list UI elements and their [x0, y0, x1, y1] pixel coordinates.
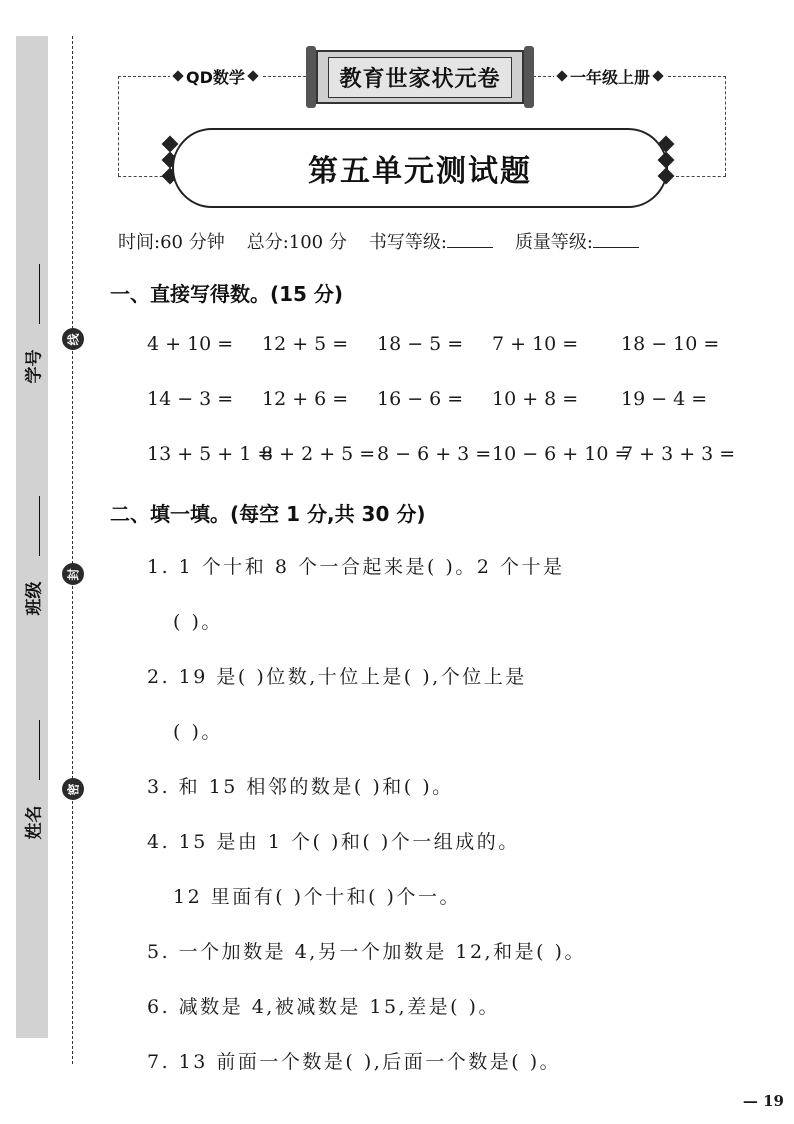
question-6: 6. 减数是 4,被减数是 15,差是( )。 — [147, 996, 500, 1018]
question-1-cont: ( )。 — [173, 611, 223, 633]
question-4: 4. 15 是由 1 个( )和( )个一组成的。 — [147, 831, 520, 853]
student-id-field: 学号 — [16, 264, 48, 404]
writing-grade-blank[interactable] — [447, 230, 493, 248]
calc-item: 14 − 3 = — [147, 388, 234, 410]
scroll-cap-left — [306, 46, 316, 108]
calc-item: 16 − 6 = — [377, 388, 464, 410]
diamond-icon — [556, 70, 567, 81]
calc-item: 8 − 6 + 3 = — [377, 443, 492, 465]
exam-info — [118, 228, 639, 254]
diamond-icon — [172, 70, 183, 81]
calc-item: 10 + 8 = — [492, 388, 579, 410]
seal-line: 线 — [62, 328, 84, 350]
calc-item: 7 + 10 = — [492, 333, 579, 355]
calc-row — [147, 333, 747, 363]
writing-grade: 书写等级: — [369, 228, 493, 254]
calc-row — [147, 388, 747, 418]
name-field: 姓名 — [16, 720, 48, 860]
page-number: — 19 — [742, 1092, 784, 1110]
question-2-cont: ( )。 — [173, 721, 223, 743]
diamond-icon — [652, 70, 663, 81]
calc-item: 10 − 6 + 10 = — [492, 443, 631, 465]
question-4-cont: 12 里面有( )个十和( )个一。 — [173, 886, 461, 908]
main-title-frame — [172, 128, 668, 208]
seal-seal: 封 — [62, 563, 84, 585]
section-2-heading: 二、填一填。(每空 1 分,共 30 分) — [110, 502, 426, 526]
question-1: 1. 1 个十和 8 个一合起来是( )。2 个十是 — [147, 556, 565, 578]
diamond-icon — [658, 168, 675, 185]
diamond-icon — [247, 70, 258, 81]
exam-time: 时间:60 分钟 — [118, 232, 225, 253]
calc-item: 12 + 5 = — [262, 333, 349, 355]
diamond-stack-right — [656, 138, 676, 182]
calc-item: 4 + 10 = — [147, 333, 234, 355]
calc-item: 19 − 4 = — [621, 388, 708, 410]
question-5: 5. 一个加数是 4,另一个加数是 12,和是( )。 — [147, 941, 586, 963]
header-frame-right-foot — [676, 176, 726, 177]
calc-item: 12 + 6 = — [262, 388, 349, 410]
diamond-icon — [658, 152, 675, 169]
calc-item: 13 + 5 + 1 = — [147, 443, 274, 465]
section-1-heading: 一、直接写得数。(15 分) — [110, 282, 344, 306]
diamond-icon — [658, 136, 675, 153]
page-title: 第五单元测试题 — [308, 154, 532, 189]
exam-total: 总分:100 分 — [246, 232, 347, 253]
question-2: 2. 19 是( )位数,十位上是( ),个位上是 — [147, 666, 527, 688]
quality-grade-blank[interactable] — [593, 230, 639, 248]
question-3: 3. 和 15 相邻的数是( )和( )。 — [147, 776, 454, 798]
calc-item: 18 − 5 = — [377, 333, 464, 355]
fold-line — [72, 36, 73, 1064]
subject-tag: QD数学 — [170, 64, 261, 88]
scroll-cap-right — [524, 46, 534, 108]
grade-tag: 一年级上册 — [554, 64, 666, 88]
quality-grade: 质量等级: — [515, 228, 639, 254]
calc-item: 18 − 10 = — [621, 333, 720, 355]
series-title-scroll — [306, 46, 534, 108]
binding-strip — [16, 36, 48, 1038]
calc-item: 7 + 3 + 3 = — [621, 443, 736, 465]
class-field: 班级 — [16, 496, 48, 636]
calc-item: 8 + 2 + 5 = — [261, 443, 376, 465]
calc-row — [147, 443, 747, 473]
seal-secret: 密 — [62, 778, 84, 800]
series-title: 教育世家状元卷 — [328, 57, 511, 98]
question-7: 7. 13 前面一个数是( ),后面一个数是( )。 — [147, 1051, 562, 1073]
